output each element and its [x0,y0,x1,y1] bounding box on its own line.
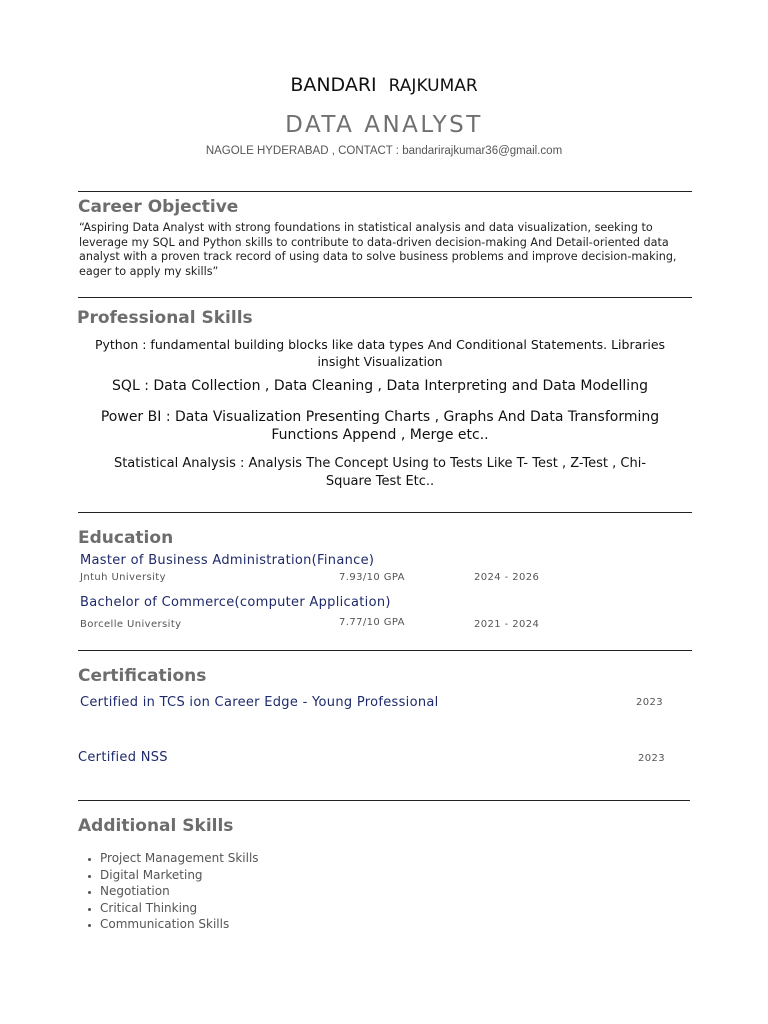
skill-line: Python : fundamental building blocks like data types And Conditional Statements. Libraries [94,337,666,352]
divider [78,512,692,513]
skill-sql [60,377,700,395]
divider [78,650,692,651]
skill-line: Power BI : Data Visualization Presenting Charts , Graphs And Data Transforming [100,409,660,425]
additional-skills-list [80,850,259,933]
skill-line: Square Test Etc.. [325,474,435,489]
certification-year: 2023 [638,753,666,764]
degree-title: Bachelor of Commerce(computer Application) [80,595,391,610]
objective-line: “Aspiring Data Analyst with strong foundations in statistical analysis and data visualization, seeking to [79,221,653,234]
skill-line: SQL : Data Collection , Data Cleaning , Data Interpreting and Data Modelling [112,378,648,394]
last-name: RAJKUMAR [388,76,478,96]
list-item: • Digital Marketing [100,867,259,884]
contact-line: NAGOLE HYDERABAD , CONTACT : bandarirajkumar36@gmail.com [205,145,563,157]
skill-line: Statistical Analysis : Analysis The Concept Using to Tests Like T- Test , Z-Test , Chi- [113,456,647,471]
additional-skills-heading: Additional Skills [78,816,234,836]
degree-title: Master of Business Administration(Finance) [80,553,375,568]
year-range: 2021 - 2024 [474,619,540,630]
career-objective-heading: Career Objective [78,197,239,217]
education-heading: Education [78,528,174,548]
school-name: Borcelle University [80,619,182,630]
objective-line: eager to apply my skills” [79,264,219,278]
certification-year: 2023 [636,697,664,708]
candidate-name [0,74,768,96]
career-objective-text [79,221,699,279]
list-item: • Critical Thinking [100,900,259,917]
certifications-heading: Certifications [78,666,207,686]
job-title: DATA ANALYST [285,112,483,138]
certification-name: Certified in TCS ion Career Edge - Young Professional [80,695,439,710]
list-item: • Project Management Skills [100,850,259,867]
divider [78,191,692,192]
skill-line: Functions Append , Merge etc.. [271,427,489,443]
school-name: Jntuh University [80,572,166,583]
skill-statistical-analysis [60,455,700,491]
skill-line: insight Visualization [317,354,443,369]
year-range: 2024 - 2026 [474,572,540,583]
professional-skills-heading: Professional Skills [77,308,253,328]
objective-line: analyst with a proven track record of using data to solve business problems and improve decision-making, [79,250,677,263]
first-name: BANDARI [290,74,377,96]
list-item: • Communication Skills [100,916,259,933]
divider [78,800,690,801]
list-item: • Negotiation [100,883,259,900]
skill-power-bi [60,408,700,444]
gpa-value: 7.93/10 GPA [339,572,405,583]
objective-line: leverage my SQL and Python skills to contribute to data-driven decision-making And Detail-oriented data [79,235,669,249]
skill-python [70,336,690,370]
divider [78,297,692,298]
gpa-value: 7.77/10 GPA [339,617,405,628]
certification-name: Certified NSS [78,750,168,765]
